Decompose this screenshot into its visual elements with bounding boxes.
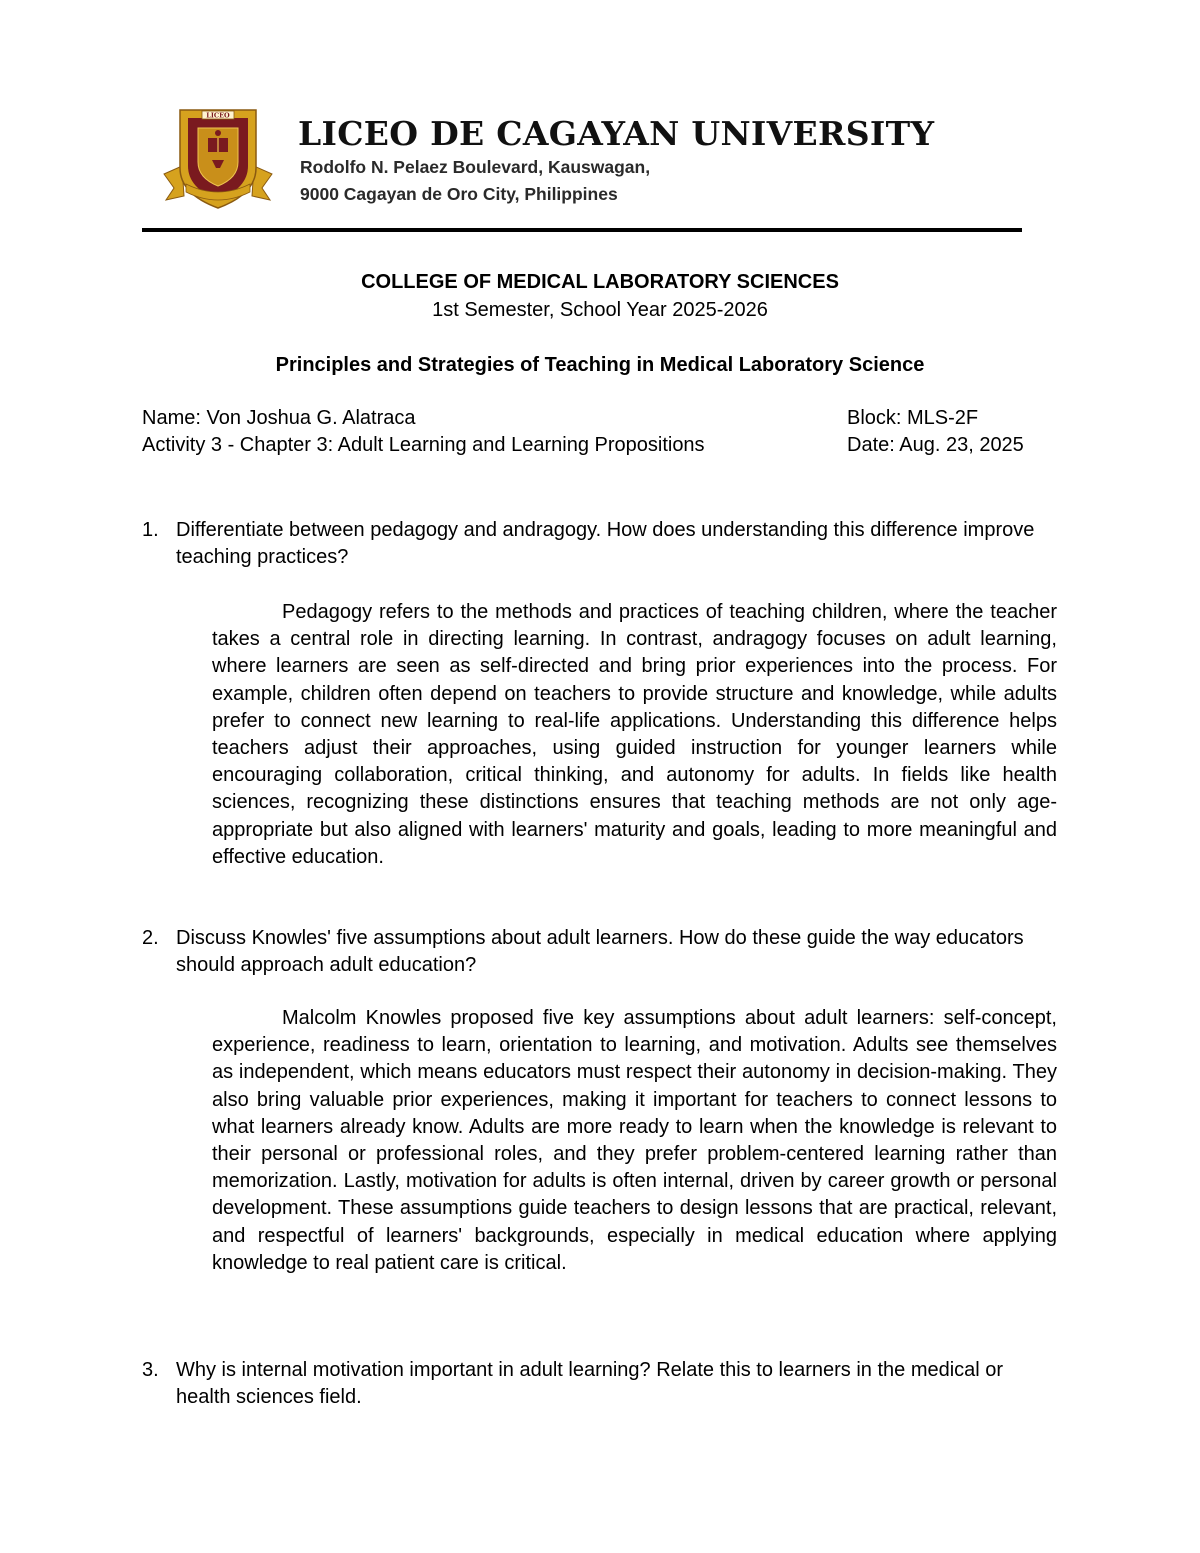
header-divider (142, 228, 1022, 232)
address-line-2: 9000 Cagayan de Oro City, Philippines (300, 184, 618, 204)
question-number: 3. (142, 1359, 159, 1381)
question-2 (142, 925, 1042, 979)
letterhead (162, 104, 1062, 214)
student-name: Name: Von Joshua G. Alatraca (142, 407, 416, 429)
subject-title: Principles and Strategies of Teaching in Medical Laboratory Science (275, 354, 925, 376)
address-line-1: Rodolfo N. Pelaez Boulevard, Kauswagan, (300, 157, 651, 177)
question-number: 2. (142, 927, 159, 949)
question-1 (142, 517, 1042, 571)
university-name: LICEO DE CAGAYAN UNIVERSITY (298, 114, 935, 153)
question-number: 1. (142, 519, 159, 541)
question-text: Differentiate between pedagogy and andragogy. How does understanding this difference improve teaching practices? (176, 519, 1035, 568)
seal-text-top: LICEO (206, 111, 230, 120)
college-title: COLLEGE OF MEDICAL LABORATORY SCIENCES (361, 271, 839, 293)
question-3 (142, 1357, 1042, 1411)
activity-date: Date: Aug. 23, 2025 (847, 434, 1024, 456)
answer-2: Malcolm Knowles proposed five key assumptions about adult learners: self-concept, experience, readiness to learn, orientation to learning, and motivation. Adults see themselves as independent, which means educators must respect their autonomy in decision-making. They also bring valuable prior experiences, making it important for teachers to connect lessons to what learners already know. Adults are more ready to learn when the knowledge is relevant to their personal or professional roles, and they prefer problem-centered learning rather than memorization. Lastly, motivation for adults is often internal, driven by career growth or personal development. These assumptions guide teachers to design lessons that are practical, relevant, and respectful of learners' backgrounds, especially in medical education where applying knowledge to real patient care is critical. (212, 1007, 1057, 1274)
student-block: Block: MLS-2F (847, 407, 979, 429)
semester-line: 1st Semester, School Year 2025-2026 (432, 299, 768, 321)
university-seal-icon (162, 104, 274, 210)
activity-title: Activity 3 - Chapter 3: Adult Learning and Learning Propositions (142, 434, 705, 456)
question-text: Why is internal motivation important in adult learning? Relate this to learners in the medical or health sciences field. (176, 1359, 1004, 1408)
answer-1: Pedagogy refers to the methods and practices of teaching children, where the teacher takes a central role in directing learning. In contrast, andragogy focuses on adult learning, where learners are seen as self-directed and bring prior experiences into the process. For example, children often depend on teachers to provide structure and knowledge, while adults prefer to connect new learning to real-life applications. Understanding this difference helps teachers adjust their approaches, using guided instruction for younger learners while encouraging collaboration, critical thinking, and autonomy for adults. In fields like health sciences, recognizing these distinctions ensures that teaching methods are not only age-appropriate but also aligned with learners' maturity and goals, leading to more meaningful and effective education. (212, 601, 1057, 868)
question-text: Discuss Knowles' five assumptions about adult learners. How do these guide the way educators should approach adult education? (176, 927, 1024, 976)
